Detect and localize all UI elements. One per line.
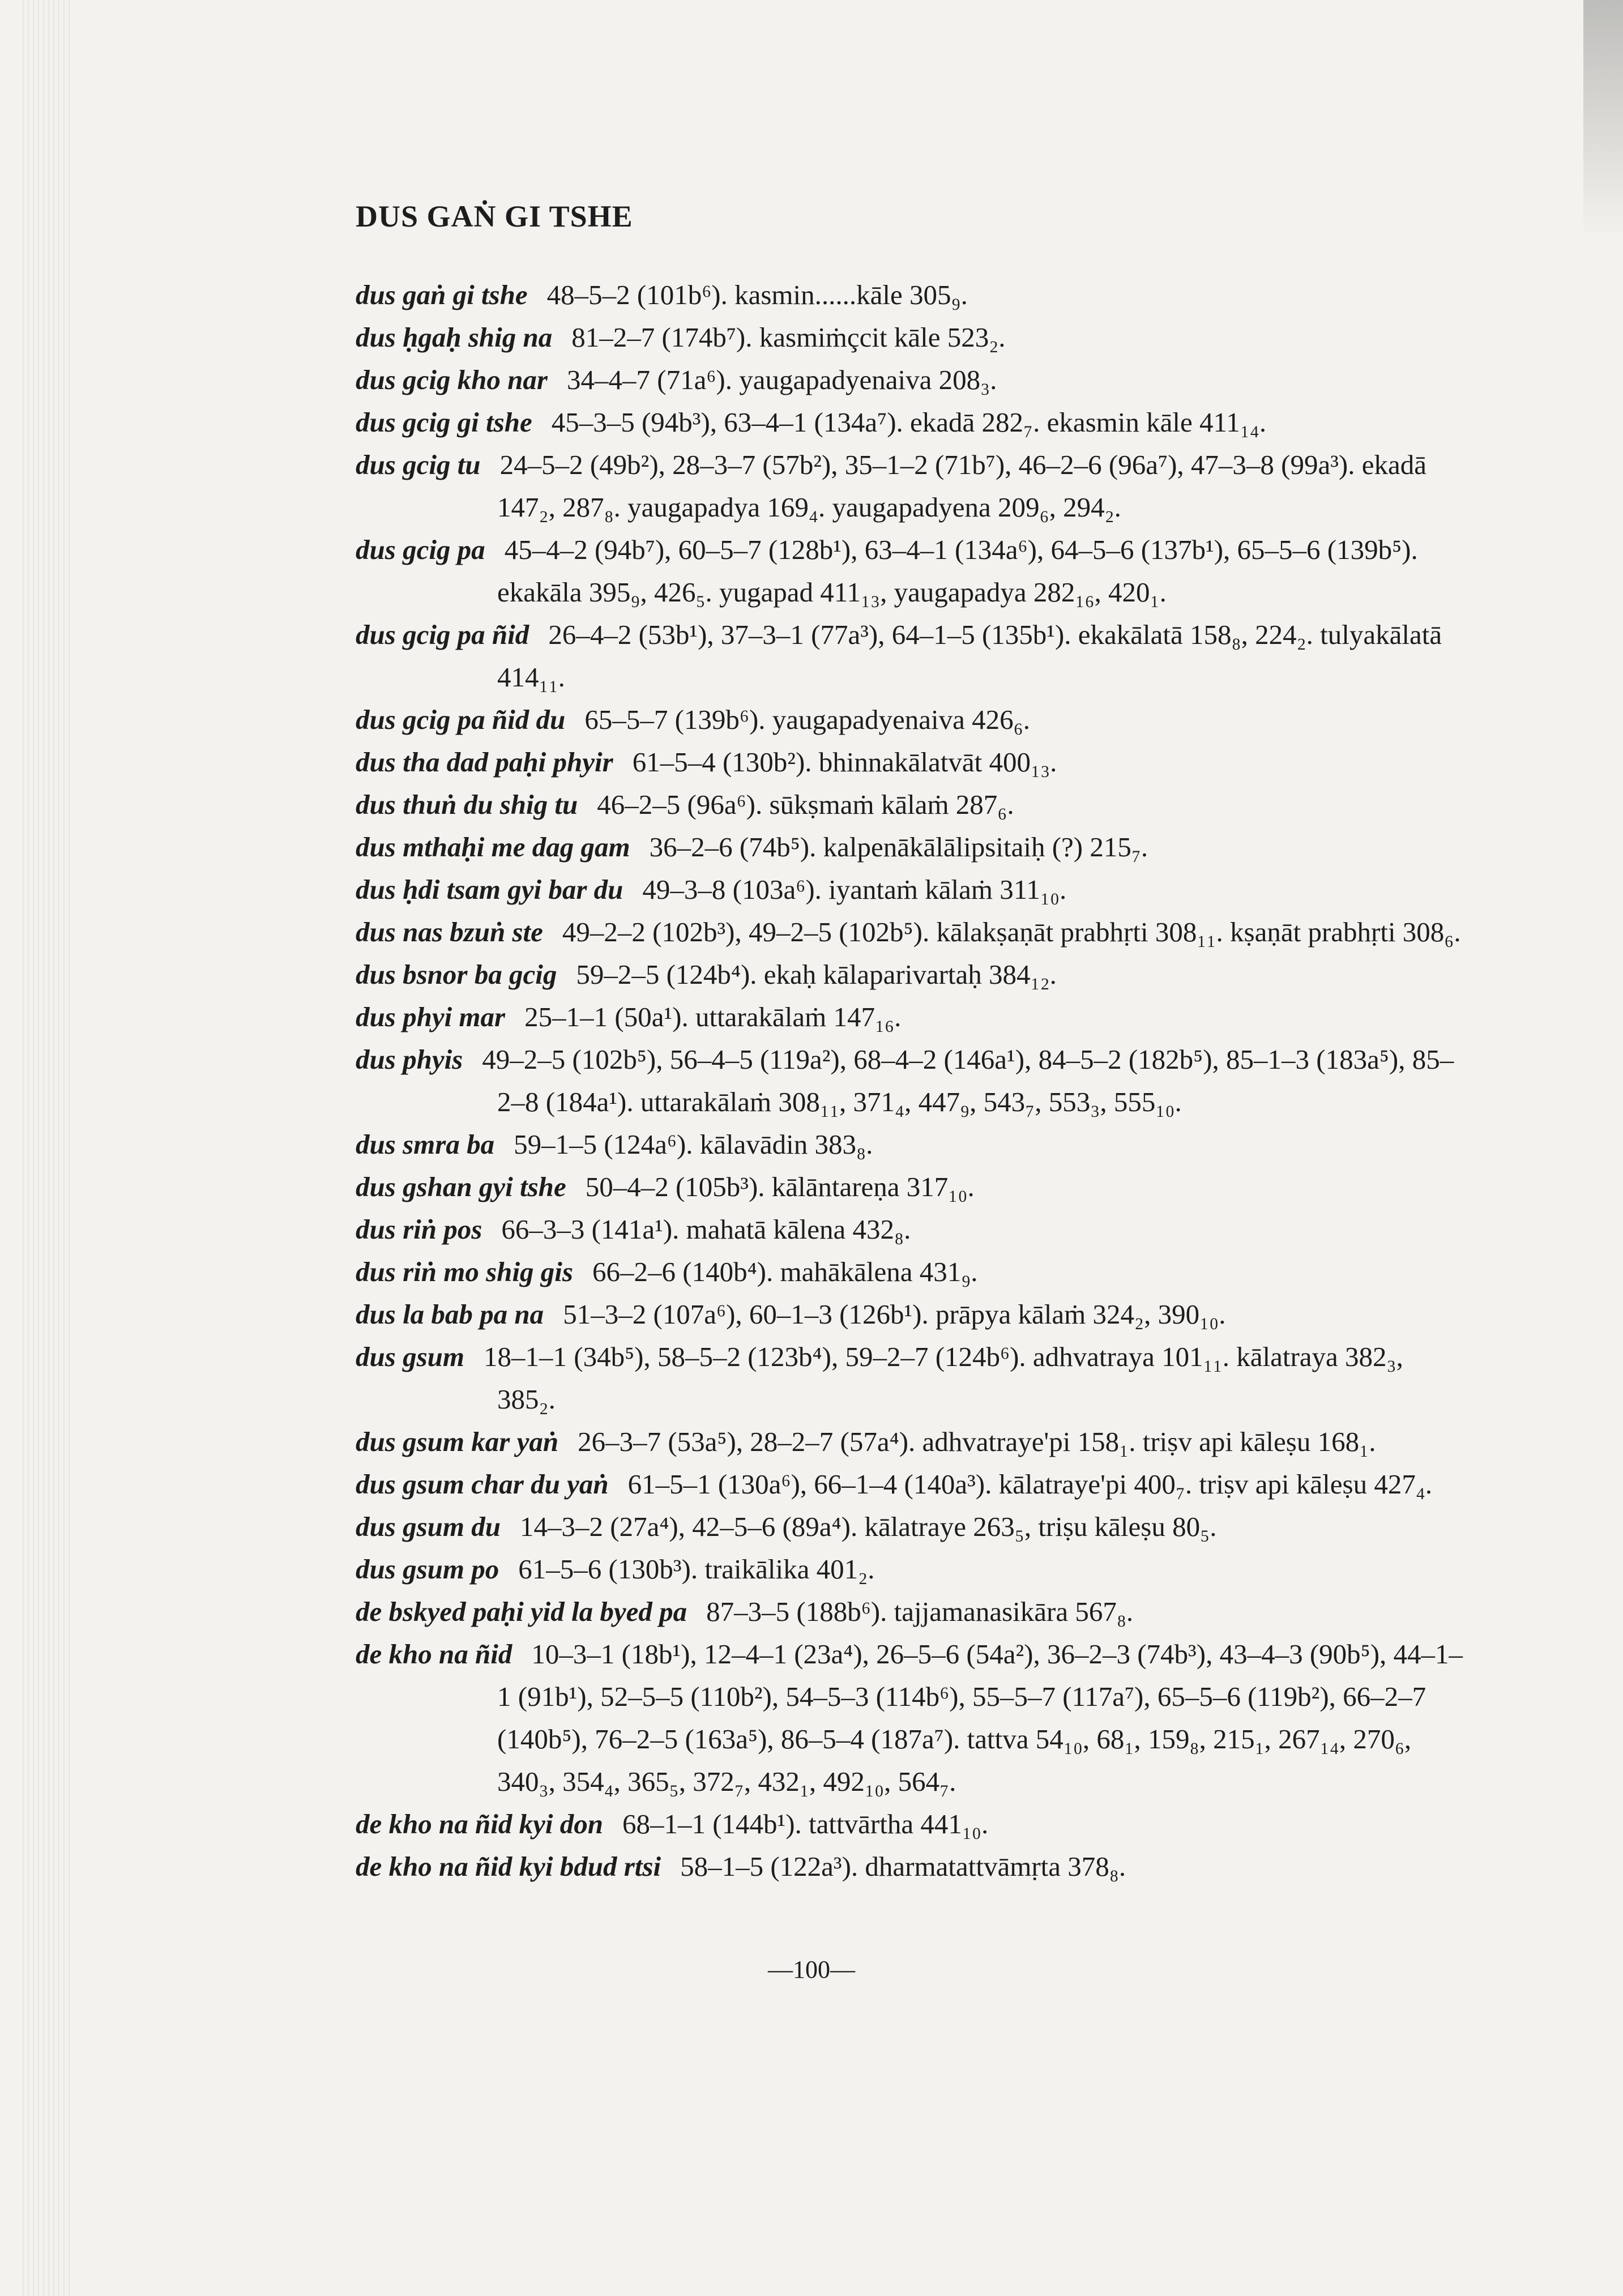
tibetan-term: dus ḥdi tsam gyi bar du [356, 873, 623, 905]
index-entry [356, 911, 1466, 953]
entry-references: 46–2–5 (96a⁶). sūkṣmaṁ kālaṁ 287₆. [597, 788, 1014, 820]
index-entry [356, 698, 1466, 741]
tibetan-term: dus phyi mar [356, 1001, 506, 1032]
entry-references: 61–5–6 (130b³). traikālika 401₂. [518, 1553, 875, 1585]
entry-references: 59–1–5 (124a⁶). kālavādin 383₈. [514, 1128, 873, 1160]
index-entry [356, 1038, 1466, 1123]
tibetan-term: dus gsum [356, 1341, 465, 1372]
index-entry [356, 1633, 1466, 1803]
tibetan-term: de kho na ñid [356, 1638, 512, 1670]
index-entry [356, 1803, 1466, 1845]
index-entry [356, 1123, 1466, 1166]
index-entry [356, 783, 1466, 826]
index-entry [356, 274, 1466, 316]
entry-list [356, 274, 1466, 1888]
index-entry [356, 443, 1466, 528]
index-entry [356, 1420, 1466, 1463]
page-number: —100— [768, 1956, 855, 1983]
entry-references: 66–2–6 (140b⁴). mahākālena 431₉. [592, 1256, 978, 1287]
entry-references: 61–5–4 (130b²). bhinnakālatvāt 400₁₃. [632, 746, 1057, 778]
entry-references: 36–2–6 (74b⁵). kalpenākālālipsitaiḥ (?) 215₇. [649, 831, 1148, 863]
tibetan-term: dus gsum kar yaṅ [356, 1426, 559, 1457]
entry-references: 24–5–2 (49b²), 28–3–7 (57b²), 35–1–2 (71b⁷), 46–2–6 (96a⁷), 47–3–8 (99a³). ekadā 147₂, 287₈. yaugapadya 169₄. yaugapadyena 209₆, 294₂. [497, 449, 1426, 523]
tibetan-term: dus nas bzuṅ ste [356, 916, 543, 948]
index-entry [356, 996, 1466, 1038]
entry-references: 49–2–5 (102b⁵), 56–4–5 (119a²), 68–4–2 (146a¹), 84–5–2 (182b⁵), 85–1–3 (183a⁵), 85–2–8 (184a¹). uttarakālaṁ 308₁₁, 371₄, 447₉, 543₇, 553₃, 555₁₀. [482, 1043, 1454, 1117]
tibetan-term: de bskyed paḥi yid la byed pa [356, 1595, 687, 1627]
tibetan-term: dus ḥgaḥ shig na [356, 321, 553, 353]
entry-references: 45–3–5 (94b³), 63–4–1 (134a⁷). ekadā 282₇. ekasmin kāle 411₁₄. [551, 406, 1267, 438]
tibetan-term: dus bsnor ba gcig [356, 958, 557, 990]
tibetan-term: dus riṅ pos [356, 1213, 482, 1245]
entry-references: 26–4–2 (53b¹), 37–3–1 (77a³), 64–1–5 (135b¹). ekakālatā 158₈, 224₂. tulyakālatā 414₁₁. [497, 618, 1442, 693]
tibetan-term: dus gsum char du yaṅ [356, 1468, 609, 1500]
tibetan-term: dus gcig pa [356, 534, 485, 565]
entry-references: 59–2–5 (124b⁴). ekaḥ kālaparivartaḥ 384₁₂. [576, 958, 1057, 990]
tibetan-term: dus tha dad paḥi phyir [356, 746, 613, 778]
tibetan-term: de kho na ñid kyi bdud rtsi [356, 1850, 661, 1882]
index-entry [356, 1845, 1466, 1888]
entry-references: 66–3–3 (141a¹). mahatā kālena 432₈. [501, 1213, 911, 1245]
index-entry [356, 316, 1466, 359]
tibetan-term: dus gsum du [356, 1510, 501, 1542]
tibetan-term: dus la bab pa na [356, 1298, 544, 1330]
entry-references: 68–1–1 (144b¹). tattvārtha 441₁₀. [622, 1808, 989, 1840]
entry-references: 26–3–7 (53a⁵), 28–2–7 (57a⁴). adhvatraye'pi 158₁. triṣv api kāleṣu 168₁. [578, 1426, 1376, 1457]
index-entry [356, 826, 1466, 868]
entry-references: 45–4–2 (94b⁷), 60–5–7 (128b¹), 63–4–1 (134a⁶), 64–5–6 (137b¹), 65–5–6 (139b⁵). ekakāla 395₉, 426₅. yugapad 411₁₃, yaugapadya 282₁₆, 420₁. [497, 534, 1418, 608]
index-entry [356, 1293, 1466, 1335]
entry-references: 10–3–1 (18b¹), 12–4–1 (23a⁴), 26–5–6 (54a²), 36–2–3 (74b³), 43–4–3 (90b⁵), 44–1–1 (91b¹), 52–5–5 (110b²), 54–5–3 (114b⁶), 55–5–7 (117a⁷), 65–5–6 (119b²), 66–2–7 (140b⁵), 76–2–5 (163a⁵), 86–5–4 (187a⁷). tattva 54₁₀, 68₁, 159₈, 215₁, 267₁₄, 270₆, 340₃, 354₄, 365₅, 372₇, 432₁, 492₁₀, 564₇. [497, 1638, 1463, 1797]
tibetan-term: dus gshan gyi tshe [356, 1171, 566, 1202]
tibetan-term: dus riṅ mo shig gis [356, 1256, 573, 1287]
entry-references: 49–2–2 (102b³), 49–2–5 (102b⁵). kālakṣaṇāt prabhṛti 308₁₁. kṣaṇāt prabhṛti 308₆. [562, 916, 1461, 948]
entry-references: 81–2–7 (174b⁷). kasmiṁçcit kāle 523₂. [571, 321, 1006, 353]
entry-references: 50–4–2 (105b³). kālāntareṇa 317₁₀. [585, 1171, 975, 1202]
tibetan-term: dus gcig gi tshe [356, 406, 532, 438]
index-entry [356, 868, 1466, 911]
index-entry [356, 359, 1466, 401]
index-entry [356, 1335, 1466, 1420]
entry-references: 58–1–5 (122a³). dharmatattvāmṛta 378₈. [680, 1850, 1126, 1882]
index-entry [356, 401, 1466, 443]
tibetan-term: dus mthaḥi me dag gam [356, 831, 630, 863]
index-content [356, 198, 1466, 1888]
index-entry [356, 1505, 1466, 1548]
scan-shadow [1583, 0, 1623, 238]
tibetan-term: dus gcig tu [356, 449, 481, 480]
binding-edge [23, 0, 74, 2296]
tibetan-term: dus gcig pa ñid [356, 618, 529, 650]
page-heading: DUS GAṄ GI TSHE [356, 199, 633, 233]
entry-references: 51–3–2 (107a⁶), 60–1–3 (126b¹). prāpya kālaṁ 324₂, 390₁₀. [563, 1298, 1226, 1330]
index-entry [356, 528, 1466, 613]
index-entry [356, 613, 1466, 698]
entry-references: 25–1–1 (50a¹). uttarakālaṁ 147₁₆. [524, 1001, 902, 1032]
entry-references: 14–3–2 (27a⁴), 42–5–6 (89a⁴). kālatraye 263₅, triṣu kāleṣu 80₅. [520, 1510, 1217, 1542]
index-entry [356, 1548, 1466, 1590]
tibetan-term: dus gcig pa ñid du [356, 703, 566, 735]
tibetan-term: de kho na ñid kyi don [356, 1808, 603, 1840]
entry-references: 18–1–1 (34b⁵), 58–5–2 (123b⁴), 59–2–7 (124b⁶). adhvatraya 101₁₁. kālatraya 382₃, 385₂. [484, 1341, 1403, 1415]
entry-references: 87–3–5 (188b⁶). tajjamanasikāra 567₈. [706, 1595, 1134, 1627]
tibetan-term: dus smra ba [356, 1128, 495, 1160]
tibetan-term: dus gcig kho nar [356, 364, 548, 395]
entry-references: 49–3–8 (103a⁶). iyantaṁ kālaṁ 311₁₀. [642, 873, 1067, 905]
entry-references: 61–5–1 (130a⁶), 66–1–4 (140a³). kālatraye'pi 400₇. triṣv api kāleṣu 427₄. [627, 1468, 1433, 1500]
entry-references: 65–5–7 (139b⁶). yaugapadyenaiva 426₆. [584, 703, 1030, 735]
entry-references: 34–4–7 (71a⁶). yaugapadyenaiva 208₃. [567, 364, 997, 395]
index-entry [356, 953, 1466, 996]
tibetan-term: dus gaṅ gi tshe [356, 279, 528, 310]
index-entry [356, 741, 1466, 783]
index-entry [356, 1251, 1466, 1293]
entry-references: 48–5–2 (101b⁶). kasmin......kāle 305₉. [546, 279, 968, 310]
index-entry [356, 1463, 1466, 1505]
index-entry [356, 1166, 1466, 1208]
tibetan-term: dus thuṅ du shig tu [356, 788, 578, 820]
index-entry [356, 1208, 1466, 1251]
index-entry [356, 1590, 1466, 1633]
tibetan-term: dus phyis [356, 1043, 463, 1075]
tibetan-term: dus gsum po [356, 1553, 499, 1585]
